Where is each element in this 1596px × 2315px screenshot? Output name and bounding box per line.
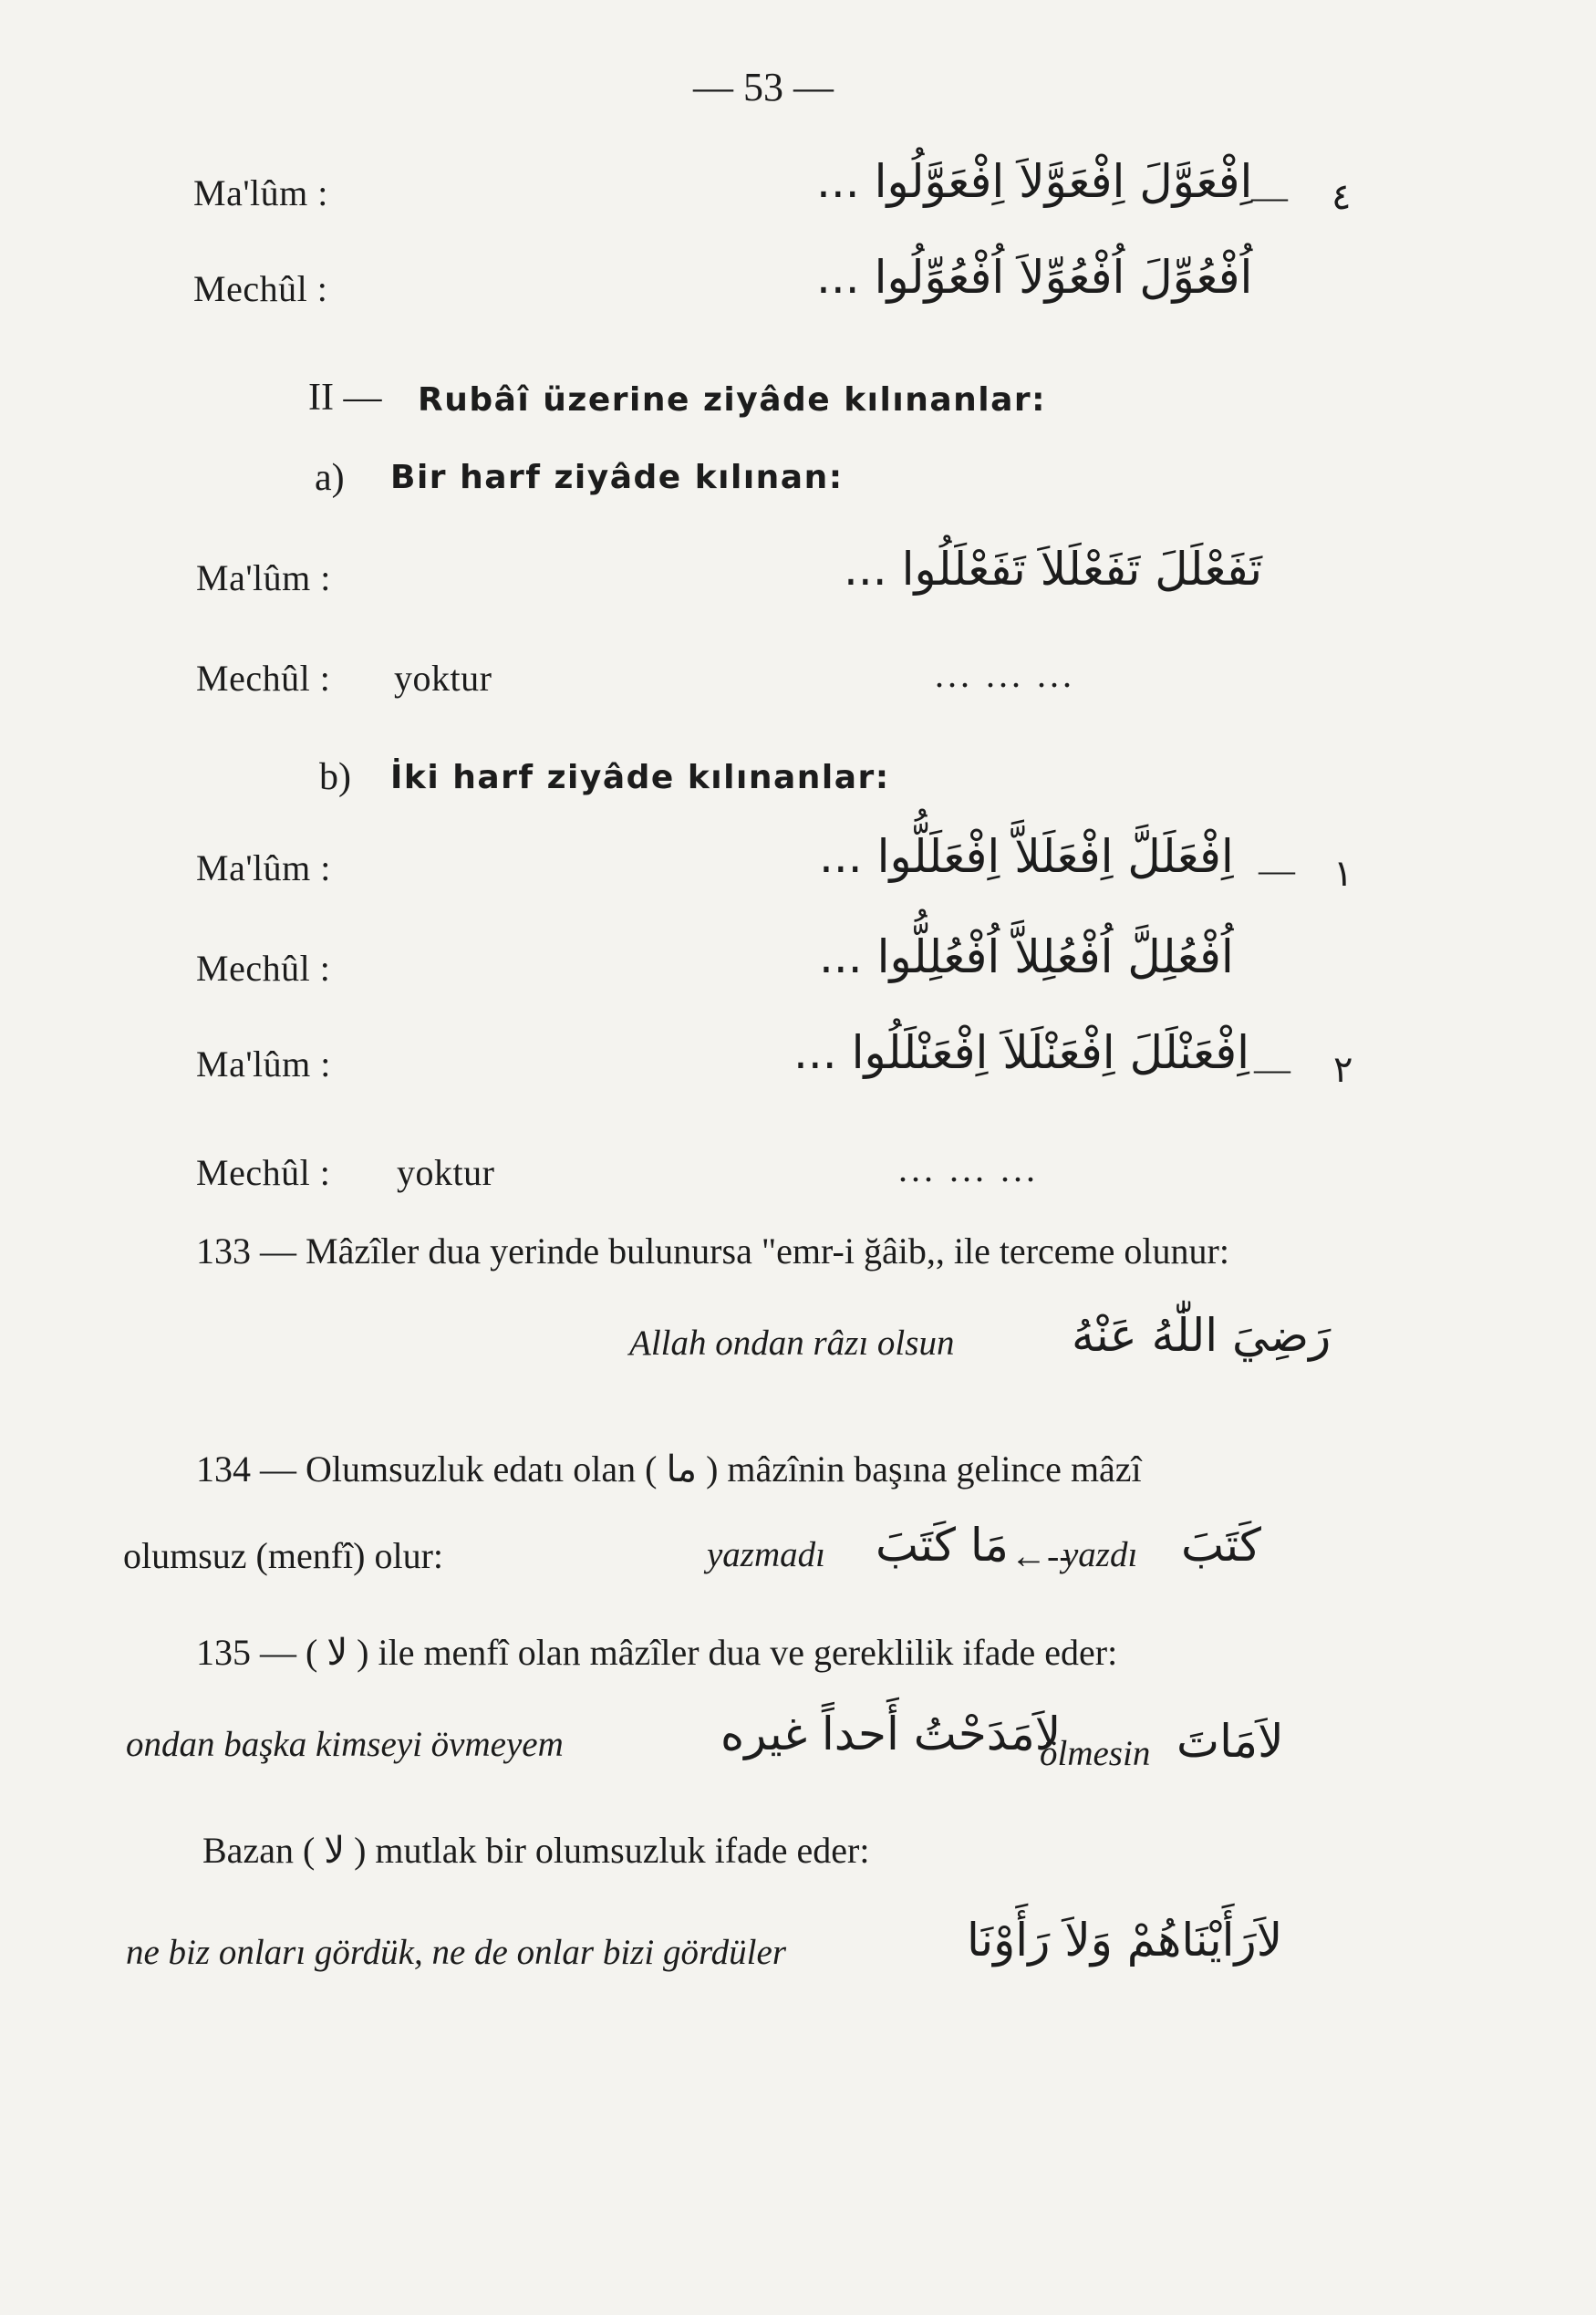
- section-heading: Rubâî üzerine ziyâde kılınanlar:: [418, 381, 1047, 419]
- arabic-forms: تَفَعْلَلَ تَفَعْلَلاَ تَفَعْلَلُوا ...: [844, 543, 1262, 596]
- placeholder-dots: ... ... ...: [935, 654, 1075, 695]
- mechul-value: yoktur: [394, 658, 492, 699]
- paragraph-134-line1: 134 — Olumsuzluk edatı olan ( ما ) mâzînin başına gelince mâzî: [196, 1448, 1142, 1490]
- example-arabic: لاَرَأَيْنَاهُمْ وَلاَ رَأَوْنَا: [967, 1914, 1283, 1967]
- subsection-marker: a): [315, 457, 345, 499]
- mechul-label: Mechûl :: [196, 1152, 331, 1193]
- placeholder-dots: ... ... ...: [898, 1148, 1039, 1189]
- mechul-label: Mechûl :: [196, 658, 331, 699]
- example-arabic: لاَمَدَحْتُ أَحداً غيره: [720, 1708, 1062, 1760]
- arabic-numeral: ٢: [1333, 1049, 1353, 1091]
- example-arabic: رَضِيَ اللّٰهُ عَنْهُ: [1072, 1309, 1332, 1362]
- page-number: — 53 —: [693, 65, 834, 109]
- mechul-label: Mechûl :: [196, 948, 331, 989]
- paragraph-134-line2: olumsuz (menfî) olur:: [123, 1535, 444, 1576]
- example-negative-arabic: مَا كَتَبَ: [876, 1519, 1009, 1572]
- example-positive-arabic: كَتَبَ: [1181, 1519, 1261, 1572]
- example-positive-translation: yazdı: [1062, 1535, 1138, 1574]
- dash: —: [1259, 849, 1295, 890]
- paragraph-bazan: Bazan ( لا ) mutlak bir olumsuzluk ifade eder:: [202, 1830, 870, 1871]
- arabic-forms: اُفْعُلِلَّ اُفْعُلِلاَّ اُفْعُلِلُّوا ...: [819, 930, 1234, 983]
- arrow: ←--: [1010, 1535, 1072, 1576]
- malum-label: Ma'lûm :: [196, 847, 331, 888]
- malum-label: Ma'lûm :: [196, 1043, 331, 1085]
- subsection-marker: b): [319, 756, 351, 798]
- section-number: II —: [308, 377, 382, 419]
- example-arabic: لاَمَاتَ: [1176, 1715, 1284, 1768]
- paragraph-133: 133 — Mâzîler dua yerinde bulunursa "emr-i ğâib,, ile terceme olunur:: [196, 1230, 1229, 1272]
- example-translation: ondan başka kimseyi övmeyem: [126, 1725, 564, 1764]
- arabic-numeral: ١: [1333, 853, 1353, 895]
- arabic-forms: اِفْعَلَلَّ اِفْعَلَلاَّ اِفْعَلَلُّوا ...: [819, 830, 1234, 883]
- mechul-value: yoktur: [397, 1152, 495, 1193]
- arabic-forms: اِفْعَنْلَلَ اِفْعَنْلَلاَ اِفْعَنْلَلُوا ...: [793, 1026, 1249, 1079]
- example-negative-translation: yazmadı: [707, 1535, 825, 1574]
- example-translation: Allah ondan râzı olsun: [629, 1324, 955, 1363]
- subsection-heading: Bir harf ziyâde kılınan:: [390, 459, 844, 496]
- arabic-forms: اُفْعُوِّلَ اُفْعُوِّلاَ اُفْعُوِّلُوا ...: [816, 251, 1253, 304]
- dash: —: [1254, 1048, 1290, 1089]
- arabic-numeral: ٤: [1332, 176, 1352, 218]
- mechul-label: Mechûl :: [193, 268, 328, 309]
- example-translation: ölmesin: [1040, 1734, 1151, 1773]
- example-translation: ne biz onları gördük, ne de onlar bizi gördüler: [126, 1933, 786, 1972]
- paragraph-135: 135 — ( لا ) ile menfî olan mâzîler dua ve gereklilik ifade eder:: [196, 1632, 1118, 1673]
- arabic-forms: اِفْعَوَّلَ اِفْعَوَّلاَ اِفْعَوَّلُوا ...: [816, 155, 1253, 208]
- malum-label: Ma'lûm :: [193, 172, 328, 213]
- malum-label: Ma'lûm :: [196, 557, 331, 598]
- subsection-heading: İki harf ziyâde kılınanlar:: [390, 759, 890, 796]
- dash: —: [1251, 176, 1288, 217]
